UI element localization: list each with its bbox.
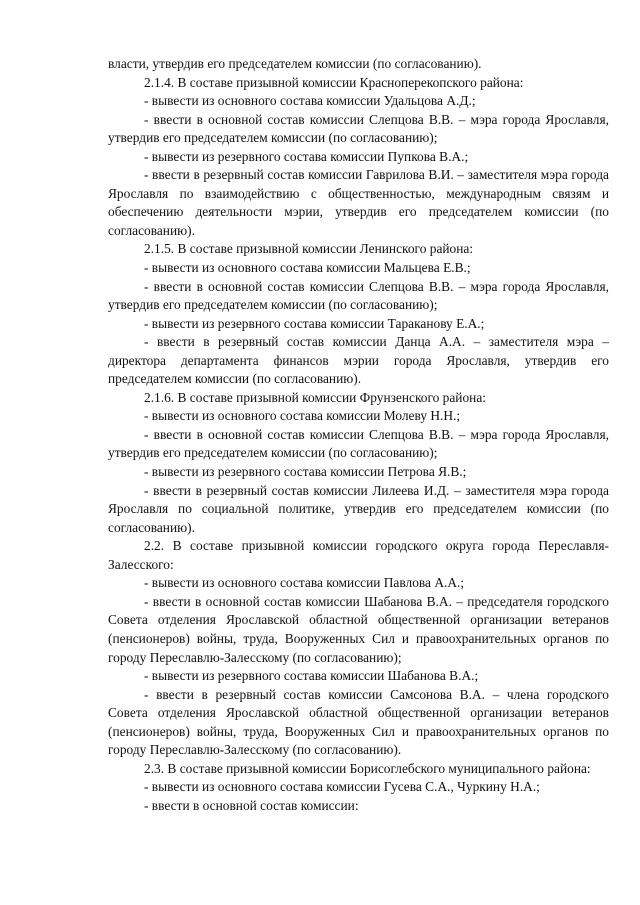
paragraph: - ввести в основной состав комиссии Слепцова В.В. – мэра города Ярославля, утвердив его председателем комиссии (по согласованию); — [108, 111, 609, 146]
paragraph: - ввести в основной состав комиссии Слепцова В.В. – мэра города Ярославля, утвердив его председателем комиссии (по согласованию); — [108, 426, 609, 461]
paragraph: - ввести в резервный состав комиссии Самсонова В.А. – члена городского Совета отделения Ярославской областной общественной организации ветеранов (пенсионеров) войны, труда, Вооруженных Сил и правоохранительных органов по городу Переславлю-Залесскому (по согласованию). — [108, 686, 609, 758]
paragraph: 2.1.5. В составе призывной комиссии Ленинского района: — [144, 241, 474, 257]
document-body — [108, 55, 609, 815]
paragraph: - вывести из основного состава комиссии Удальцова А.Д.; — [144, 93, 476, 109]
paragraph: 2.2. В составе призывной комиссии городского округа города Переславля-Залесского: — [108, 538, 609, 572]
paragraph: - вывести из резервного состава комиссии Тараканову Е.А.; — [144, 315, 485, 331]
paragraph: - вывести из резервного состава комиссии Пупкова В.А.; — [144, 148, 469, 164]
paragraph: 2.3. В составе призывной комиссии Борисоглебского муниципального района: — [144, 760, 591, 776]
paragraph: - ввести в резервный состав комиссии Данца А.А. – заместителя мэра – директора департамента финансов мэрии города Ярославля, утвердив его председателем комиссии (по согласованию). — [108, 334, 609, 387]
paragraph: - вывести из резервного состава комиссии Шабанова В.А.; — [144, 668, 479, 684]
paragraph: - вывести из резервного состава комиссии Петрова Я.В.; — [144, 464, 467, 480]
paragraph: - ввести в основной состав комиссии: — [144, 797, 359, 813]
paragraph: - вывести из основного состава комиссии Мальцева Е.В.; — [144, 260, 471, 276]
paragraph: - вывести из основного состава комиссии Молеву Н.Н.; — [144, 408, 461, 424]
paragraph: 2.1.6. В составе призывной комиссии Фрунзенского района: — [144, 389, 487, 405]
paragraph: - ввести в основной состав комиссии Слепцова В.В. – мэра города Ярославля, утвердив его председателем комиссии (по согласованию); — [108, 278, 609, 313]
paragraph: - вывести из основного состава комиссии Павлова А.А.; — [144, 575, 465, 591]
paragraph: 2.1.4. В составе призывной комиссии Красноперекопского района: — [144, 74, 524, 90]
paragraph: - ввести в основной состав комиссии Шабанова В.А. – председателя городского Совета отделения Ярославской областной общественной организации ветеранов (пенсионеров) войны, труда, Вооруженных Сил и правоохранительных органов по городу Переславлю-Залесскому (по согласованию); — [108, 593, 609, 665]
paragraph: - ввести в резервный состав комиссии Лилеева И.Д. – заместителя мэра города Ярославля по социальной политике, утвердив его председателем комиссии (по согласованию). — [108, 482, 609, 535]
paragraph: - вывести из основного состава комиссии Гусева С.А., Чуркину Н.А.; — [144, 779, 540, 795]
paragraph: власти, утвердив его председателем комиссии (по согласованию). — [108, 56, 482, 71]
paragraph: - ввести в резервный состав комиссии Гаврилова В.И. – заместителя мэра города Ярославля по взаимодействию с общественностью, международным связям и обеспечению деятельности мэрии, утвердив его председателем комиссии (по согласованию). — [108, 167, 609, 238]
